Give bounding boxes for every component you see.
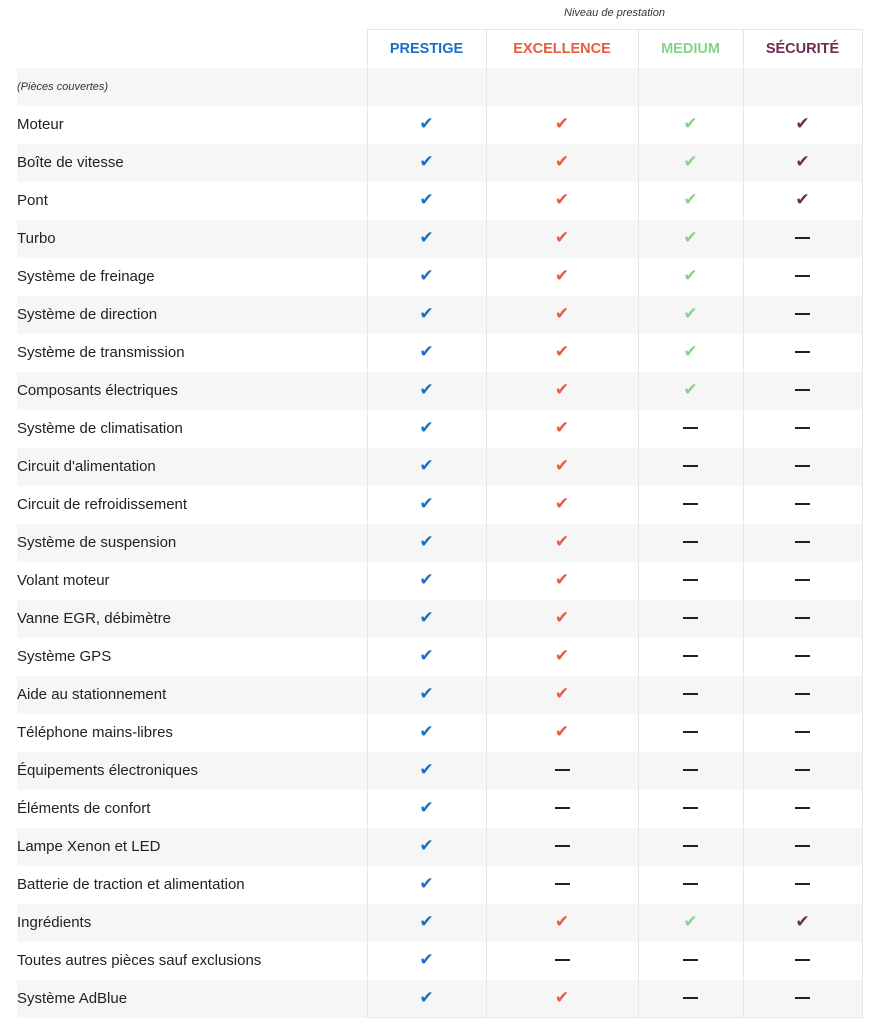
coverage-cell-securite — [743, 904, 862, 942]
dash-icon — [683, 959, 698, 961]
coverage-cell-medium — [638, 410, 743, 448]
table-row — [17, 296, 862, 334]
coverage-cell-medium — [638, 638, 743, 676]
table-row — [17, 562, 862, 600]
coverage-cell-excellence — [486, 790, 638, 828]
dash-icon — [795, 769, 810, 771]
coverage-cell-excellence — [486, 828, 638, 866]
check-icon: ✔ — [554, 722, 570, 741]
part-label: Boîte de vitesse — [17, 144, 367, 182]
check-icon: ✔ — [683, 342, 698, 361]
part-label: Moteur — [17, 116, 64, 133]
coverage-cell-medium — [638, 942, 743, 980]
check-icon: ✔ — [554, 266, 570, 285]
coverage-cell-medium — [638, 752, 743, 790]
coverage-cell-medium — [638, 258, 743, 296]
level-header-prestige: PRESTIGE — [367, 30, 486, 68]
part-label: Aide au stationnement — [17, 676, 367, 714]
dash-icon — [795, 807, 810, 809]
coverage-cell-medium — [638, 866, 743, 904]
coverage-cell-excellence — [486, 334, 638, 372]
check-icon: ✔ — [554, 912, 570, 931]
coverage-cell-prestige — [367, 524, 486, 562]
coverage-cell-excellence — [486, 980, 638, 1018]
check-icon: ✔ — [419, 532, 434, 551]
coverage-cell-excellence — [486, 714, 638, 752]
section-label: (Pièces couvertes) — [17, 68, 367, 106]
coverage-cell-securite — [743, 144, 862, 182]
coverage-cell-excellence — [486, 562, 638, 600]
coverage-cell-medium — [638, 448, 743, 486]
check-icon: ✔ — [554, 342, 570, 361]
table-row — [17, 372, 862, 410]
table-row — [17, 828, 862, 866]
dash-icon — [795, 579, 810, 581]
coverage-cell-prestige — [367, 372, 486, 410]
check-icon: ✔ — [419, 418, 434, 437]
table-row — [17, 866, 862, 904]
table-row — [17, 524, 862, 562]
coverage-cell-prestige — [367, 828, 486, 866]
check-icon: ✔ — [419, 874, 434, 893]
table-row — [17, 600, 862, 638]
coverage-cell-securite — [743, 752, 862, 790]
coverage-cell-securite — [743, 220, 862, 258]
check-icon: ✔ — [554, 418, 570, 437]
coverage-cell-securite — [743, 714, 862, 752]
check-icon: ✔ — [554, 456, 570, 475]
coverage-cell-securite — [743, 790, 862, 828]
check-icon: ✔ — [419, 950, 434, 969]
check-icon: ✔ — [419, 987, 434, 1007]
coverage-cell-securite — [743, 524, 862, 562]
coverage-cell-excellence — [486, 144, 638, 182]
check-icon: ✔ — [683, 266, 698, 285]
check-icon: ✔ — [683, 304, 698, 323]
coverage-cell-excellence — [486, 220, 638, 258]
check-icon: ✔ — [419, 760, 434, 779]
dash-icon — [795, 731, 810, 733]
coverage-cell-prestige — [367, 486, 486, 524]
check-icon: ✔ — [554, 570, 570, 589]
coverage-cell-prestige — [367, 752, 486, 790]
dash-icon — [795, 655, 810, 657]
dash-icon — [555, 883, 570, 885]
check-icon: ✔ — [419, 608, 434, 627]
coverage-cell-prestige — [367, 942, 486, 980]
coverage-cell-medium — [638, 904, 743, 942]
dash-icon — [683, 883, 698, 885]
coverage-cell-securite — [743, 410, 862, 448]
part-label: Système de climatisation — [17, 420, 183, 437]
part-label: Batterie de traction et alimentation — [17, 876, 245, 893]
check-icon: ✔ — [554, 684, 570, 703]
dash-icon — [795, 997, 810, 999]
dash-icon — [683, 769, 698, 771]
coverage-cell-excellence — [486, 106, 638, 144]
coverage-cell-excellence — [486, 448, 638, 486]
coverage-cell-prestige — [367, 258, 486, 296]
table-row — [17, 904, 862, 942]
check-icon: ✔ — [795, 114, 810, 133]
part-label: Circuit de refroidissement — [17, 496, 188, 513]
dash-icon — [795, 427, 810, 429]
coverage-cell-excellence — [486, 904, 638, 942]
check-icon: ✔ — [419, 152, 434, 171]
coverage-cell-medium — [638, 144, 743, 182]
section-row — [17, 68, 862, 106]
part-label: Volant moteur — [17, 572, 110, 589]
coverage-cell-excellence — [486, 486, 638, 524]
check-icon: ✔ — [554, 608, 570, 627]
section-cell — [486, 68, 638, 106]
check-icon: ✔ — [419, 836, 434, 855]
coverage-cell-prestige — [367, 410, 486, 448]
check-icon: ✔ — [419, 798, 434, 817]
check-icon: ✔ — [554, 190, 570, 209]
part-label: Système AdBlue — [17, 980, 367, 1018]
check-icon: ✔ — [419, 380, 434, 399]
coverage-cell-excellence — [486, 752, 638, 790]
coverage-cell-medium — [638, 182, 743, 220]
dash-icon — [795, 693, 810, 695]
coverage-cell-prestige — [367, 106, 486, 144]
coverage-cell-medium — [638, 106, 743, 144]
coverage-cell-securite — [743, 296, 862, 334]
level-header-securite: SÉCURITÉ — [743, 30, 862, 68]
table-row — [17, 144, 862, 182]
level-header-row — [17, 30, 862, 68]
dash-icon — [795, 503, 810, 505]
coverage-rows — [17, 68, 862, 1018]
check-icon: ✔ — [419, 114, 434, 133]
coverage-cell-medium — [638, 828, 743, 866]
check-icon: ✔ — [419, 266, 434, 285]
check-icon: ✔ — [419, 494, 434, 513]
check-icon: ✔ — [795, 152, 810, 171]
check-icon: ✔ — [795, 190, 810, 209]
table-row — [17, 752, 862, 790]
coverage-cell-prestige — [367, 562, 486, 600]
section-cell — [638, 68, 743, 106]
part-label: Lampe Xenon et LED — [17, 828, 367, 866]
coverage-cell-medium — [638, 372, 743, 410]
coverage-cell-securite — [743, 638, 862, 676]
header-spacer — [17, 30, 367, 68]
table-row — [17, 790, 862, 828]
coverage-cell-prestige — [367, 182, 486, 220]
check-icon: ✔ — [554, 152, 570, 171]
table-row — [17, 714, 862, 752]
coverage-cell-prestige — [367, 334, 486, 372]
dash-icon — [795, 389, 810, 391]
part-label: Composants électriques — [17, 372, 367, 410]
coverage-cell-excellence — [486, 866, 638, 904]
coverage-cell-prestige — [367, 220, 486, 258]
coverage-cell-securite — [743, 258, 862, 296]
table-row — [17, 220, 862, 258]
check-icon: ✔ — [683, 912, 698, 931]
dash-icon — [683, 693, 698, 695]
check-icon: ✔ — [683, 228, 698, 247]
dash-icon — [795, 237, 810, 239]
coverage-cell-medium — [638, 220, 743, 258]
coverage-cell-medium — [638, 486, 743, 524]
dash-icon — [555, 959, 570, 961]
part-label: Pont — [17, 192, 48, 209]
check-icon: ✔ — [683, 152, 698, 171]
coverage-cell-medium — [638, 676, 743, 714]
coverage-cell-securite — [743, 334, 862, 372]
coverage-cell-securite — [743, 676, 862, 714]
check-icon: ✔ — [683, 190, 698, 209]
coverage-cell-excellence — [486, 372, 638, 410]
coverage-cell-medium — [638, 562, 743, 600]
coverage-cell-securite — [743, 828, 862, 866]
coverage-cell-medium — [638, 790, 743, 828]
coverage-cell-prestige — [367, 144, 486, 182]
coverage-cell-securite — [743, 562, 862, 600]
level-caption: Niveau de prestation — [564, 7, 665, 19]
dash-icon — [683, 503, 698, 505]
section-cell — [367, 68, 486, 106]
dash-icon — [795, 541, 810, 543]
dash-icon — [683, 997, 698, 999]
coverage-cell-securite — [743, 600, 862, 638]
dash-icon — [683, 731, 698, 733]
coverage-cell-prestige — [367, 790, 486, 828]
coverage-cell-securite — [743, 448, 862, 486]
dash-icon — [683, 427, 698, 429]
table-row — [17, 410, 862, 448]
part-label: Toutes autres pièces sauf exclusions — [17, 952, 262, 969]
coverage-cell-excellence — [486, 638, 638, 676]
check-icon: ✔ — [554, 987, 570, 1007]
dash-icon — [795, 351, 810, 353]
coverage-cell-excellence — [486, 258, 638, 296]
table-row — [17, 258, 862, 296]
coverage-cell-excellence — [486, 182, 638, 220]
coverage-cell-excellence — [486, 676, 638, 714]
coverage-cell-medium — [638, 980, 743, 1018]
coverage-cell-securite — [743, 372, 862, 410]
check-icon: ✔ — [419, 912, 434, 931]
coverage-cell-securite — [743, 942, 862, 980]
level-header-medium: MEDIUM — [638, 30, 743, 68]
part-label: Éléments de confort — [17, 800, 151, 817]
table-row — [17, 182, 862, 220]
part-label: Vanne EGR, débimètre — [17, 600, 367, 638]
check-icon: ✔ — [419, 304, 434, 323]
level-header-excellence: EXCELLENCE — [486, 30, 638, 68]
part-label: Turbo — [17, 220, 367, 258]
coverage-cell-medium — [638, 714, 743, 752]
dash-icon — [683, 845, 698, 847]
coverage-cell-excellence — [486, 600, 638, 638]
coverage-cell-prestige — [367, 600, 486, 638]
dash-icon — [683, 655, 698, 657]
coverage-cell-prestige — [367, 448, 486, 486]
coverage-cell-excellence — [486, 524, 638, 562]
check-icon: ✔ — [419, 456, 434, 475]
dash-icon — [795, 883, 810, 885]
part-label: Système de transmission — [17, 344, 185, 361]
check-icon: ✔ — [554, 646, 570, 665]
dash-icon — [683, 541, 698, 543]
check-icon: ✔ — [419, 570, 434, 589]
coverage-cell-medium — [638, 600, 743, 638]
dash-icon — [683, 807, 698, 809]
coverage-cell-prestige — [367, 638, 486, 676]
coverage-cell-securite — [743, 182, 862, 220]
part-label: Système de direction — [17, 296, 367, 334]
dash-icon — [555, 807, 570, 809]
table-row — [17, 638, 862, 676]
check-icon: ✔ — [554, 494, 570, 513]
dash-icon — [555, 769, 570, 771]
check-icon: ✔ — [419, 722, 434, 741]
coverage-cell-securite — [743, 486, 862, 524]
coverage-table — [17, 29, 863, 1018]
dash-icon — [683, 579, 698, 581]
table-row — [17, 106, 862, 144]
dash-icon — [795, 845, 810, 847]
check-icon: ✔ — [554, 114, 570, 133]
coverage-cell-medium — [638, 296, 743, 334]
table-row — [17, 942, 862, 980]
coverage-cell-excellence — [486, 410, 638, 448]
coverage-cell-securite — [743, 866, 862, 904]
coverage-cell-prestige — [367, 296, 486, 334]
check-icon: ✔ — [795, 912, 810, 931]
section-cell — [743, 68, 862, 106]
check-icon: ✔ — [419, 228, 434, 247]
check-icon: ✔ — [683, 380, 698, 399]
check-icon: ✔ — [554, 304, 570, 323]
coverage-cell-prestige — [367, 866, 486, 904]
dash-icon — [683, 465, 698, 467]
coverage-cell-securite — [743, 980, 862, 1018]
part-label: Système de freinage — [17, 268, 155, 285]
dash-icon — [795, 465, 810, 467]
part-label: Système de suspension — [17, 524, 367, 562]
dash-icon — [795, 275, 810, 277]
check-icon: ✔ — [554, 228, 570, 247]
table-row — [17, 980, 862, 1018]
check-icon: ✔ — [554, 380, 570, 399]
check-icon: ✔ — [554, 532, 570, 551]
check-icon: ✔ — [419, 342, 434, 361]
coverage-cell-prestige — [367, 714, 486, 752]
table-row — [17, 448, 862, 486]
coverage-cell-excellence — [486, 942, 638, 980]
coverage-cell-prestige — [367, 980, 486, 1018]
table-row — [17, 334, 862, 372]
table-row — [17, 486, 862, 524]
part-label: Équipements électroniques — [17, 752, 367, 790]
check-icon: ✔ — [683, 114, 698, 133]
part-label: Ingrédients — [17, 904, 367, 942]
part-label: Téléphone mains-libres — [17, 724, 173, 741]
coverage-cell-excellence — [486, 296, 638, 334]
part-label: Circuit d'alimentation — [17, 448, 367, 486]
coverage-cell-medium — [638, 334, 743, 372]
dash-icon — [795, 313, 810, 315]
table-row — [17, 676, 862, 714]
dash-icon — [683, 617, 698, 619]
check-icon: ✔ — [419, 684, 434, 703]
check-icon: ✔ — [419, 190, 434, 209]
dash-icon — [795, 617, 810, 619]
coverage-cell-prestige — [367, 676, 486, 714]
dash-icon — [555, 845, 570, 847]
coverage-cell-securite — [743, 106, 862, 144]
coverage-cell-medium — [638, 524, 743, 562]
check-icon: ✔ — [419, 646, 434, 665]
part-label: Système GPS — [17, 648, 112, 665]
coverage-cell-prestige — [367, 904, 486, 942]
dash-icon — [795, 959, 810, 961]
